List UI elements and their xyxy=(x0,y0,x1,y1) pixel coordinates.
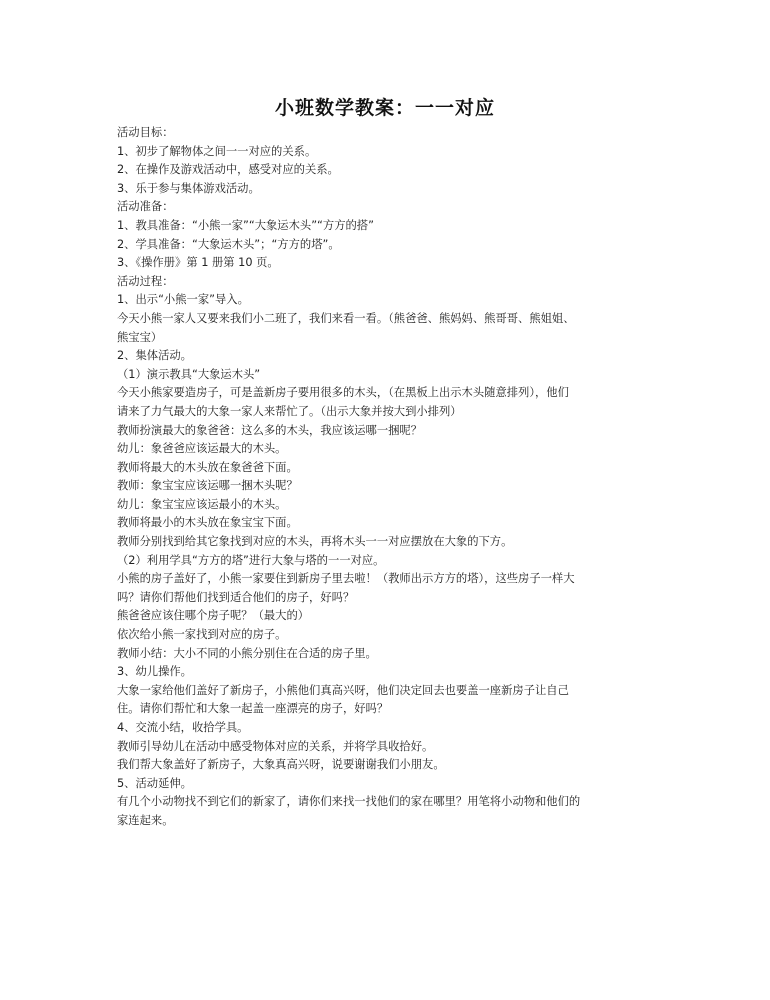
text-line: 1、出示“小熊一家”导入。 xyxy=(117,293,249,307)
text-line: 住。请你们帮忙和大象一起盖一座漂亮的房子，好吗？ xyxy=(117,702,389,716)
text-line: 教师小结：大小不同的小熊分别住在合适的房子里。 xyxy=(117,646,377,660)
text-line: （2）利用学具“方方的塔”进行大象与塔的一一对应。 xyxy=(117,553,385,567)
text-line: 小熊的房子盖好了，小熊一家要住到新房子里去啦！（教师出示方方的塔），这些房子一样大 xyxy=(117,572,575,586)
text-line: 今天小熊一家人又要来我们小二班了，我们来看一看。（熊爸爸、熊妈妈、熊哥哥、熊姐姐、 xyxy=(117,311,575,325)
text-line: 请来了力气最大的大象一家人来帮忙了。（出示大象并按大到小排列） xyxy=(117,404,462,418)
text-line: 教师：象宝宝应该运哪一捆木头呢？ xyxy=(117,479,298,493)
text-line: 1、初步了解物体之间一一对应的关系。 xyxy=(117,144,317,158)
text-line: 家连起来。 xyxy=(117,813,174,827)
text-line: 吗？请你们帮他们找到适合他们的房子，好吗？ xyxy=(117,590,355,604)
text-line: 幼儿：象爸爸应该运最大的木头。 xyxy=(117,442,287,456)
text-line: 教师扮演最大的象爸爸：这么多的木头，我应该运哪一捆呢？ xyxy=(117,423,423,437)
text-line: 熊爸爸应该住哪个房子呢？（最大的） xyxy=(117,609,310,623)
text-line: 3、幼儿操作。 xyxy=(117,665,192,679)
document-body xyxy=(117,124,653,831)
text-line: 活动准备： xyxy=(117,200,174,214)
text-line: 教师将最小的木头放在象宝宝下面。 xyxy=(117,516,298,530)
text-line: 大象一家给他们盖好了新房子，小熊他们真高兴呀，他们决定回去也要盖一座新房子让自己 xyxy=(117,683,569,697)
text-line: 4、交流小结，收拾学具。 xyxy=(117,721,249,734)
document-title: 小班数学教案：一一对应 xyxy=(274,97,495,119)
text-line: 2、在操作及游戏活动中，感受对应的关系。 xyxy=(117,163,339,177)
text-line: 活动过程： xyxy=(117,274,174,288)
text-line: （1）演示教具“大象运木头” xyxy=(117,367,261,381)
text-line: 今天小熊家要造房子，可是盖新房子要用很多的木头，（在黑板上出示木头随意排列），他们 xyxy=(117,386,569,400)
text-line: 我们帮大象盖好了新房子，大象真高兴呀，说要谢谢我们小朋友。 xyxy=(117,758,445,772)
text-line: 幼儿：象宝宝应该运最小的木头。 xyxy=(117,497,287,511)
text-line: 教师引导幼儿在活动中感受物体对应的关系，并将学具收拾好。 xyxy=(117,739,434,753)
text-line: 活动目标： xyxy=(117,126,174,139)
text-line: 教师将最大的木头放在象爸爸下面。 xyxy=(117,460,298,474)
text-line: 熊宝宝） xyxy=(117,330,163,344)
text-line: 1、教具准备：“小熊一家”“大象运木头”“方方的搭” xyxy=(117,218,374,232)
text-line: 3、《操作册》第 1 册第 10 页。 xyxy=(117,256,279,270)
text-line: 教师分别找到给其它象找到对应的木头，再将木头一一对应摆放在大象的下方。 xyxy=(117,535,513,549)
text-line: 5、活动延伸。 xyxy=(117,776,192,790)
text-line: 2、学具准备：“大象运木头”；“方方的塔”。 xyxy=(117,237,340,251)
text-line: 3、乐于参与集体游戏活动。 xyxy=(117,181,260,195)
text-line: 依次给小熊一家找到对应的房子。 xyxy=(117,628,287,642)
text-line: 有几个小动物找不到它们的新家了，请你们来找一找他们的家在哪里？用笔将小动物和他们的 xyxy=(117,795,581,809)
text-line: 2、集体活动。 xyxy=(117,349,192,363)
